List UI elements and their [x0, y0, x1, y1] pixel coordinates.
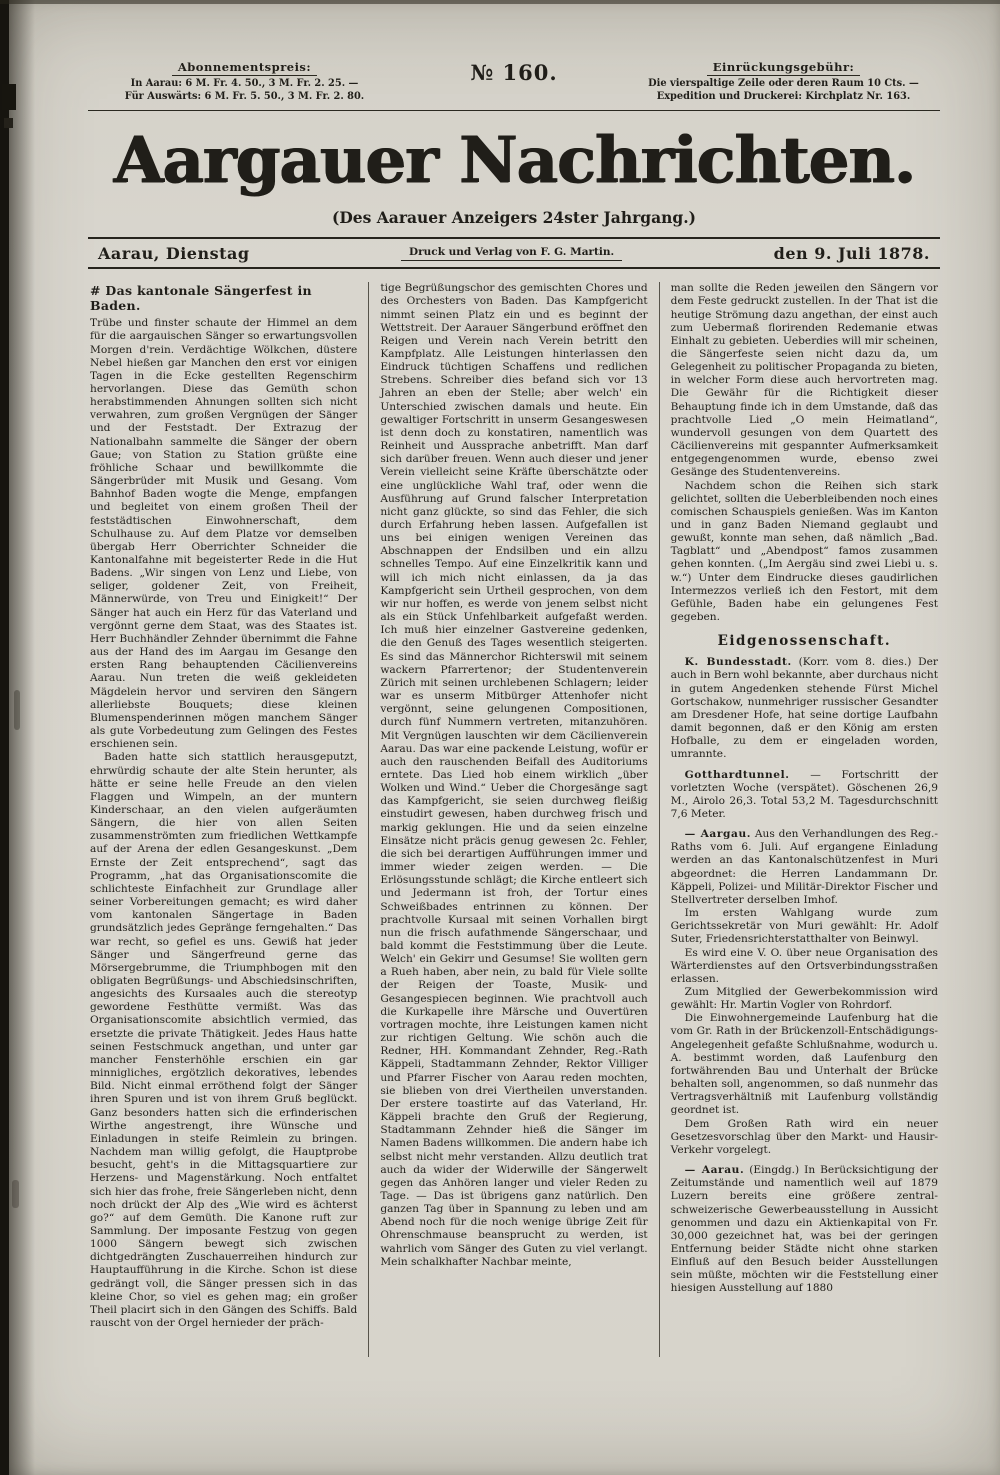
insertion-fee-line: Die vierspaltige Zeile oder deren Raum 10 Cts. — [648, 78, 919, 89]
paragraph [671, 656, 938, 761]
paragraph: Baden hatte sich stattlich herausgeputzt, ehrwürdig schaute der alte Stein herunter, als hätte er seine helle Freude an den vielen Flaggen und Wimpeln, an der muntern Kinderschaar, an den vielen aufgeräumten Sängern, die hier von allen Seiten zusammenströmten zum friedlichen Wettkampfe auf der Arena der edlen Gesangeskunst. „Dem Ernste der Zeit entsprechend“, sagt das Programm, „hat das Organisationscomite die schlichteste Einfachheit zur Grundlage aller seiner Vorbereitungen gemacht; es wird daher vom kantonalen Sängertage in Baden grundsätzlich jedes Gepränge ferngehalten.“ Das war recht, so gefiel es uns. Gewiß hat jeder Sänger und Sängerfreund gerne das Mörsergebrumme, die Triumphbogen mit den obligaten Begrüßungs- und Abschiedsinschriften, angesichts des Kursaales auch die stereotyp gewordene Festhütte vermißt. Was das Organisationscomite absichtlich vermied, das ersetzte die private Thätigkeit. Jedes Haus hatte seinen Festschmuck angethan, und unter gar mancher Fensterhöhle erschien ein gar minnigliches, ergötzlich dekoratives, lebendes Bild. Nicht einmal erröthend folgt der Sänger ihren Spuren und ist von ihrem Gruß beglückt. Ganz besonders hatten sich die erfinderischen Wirthe angestrengt, ihre Wünsche und Einladungen in steife Reimlein zu bringen. Nachdem man willig gefolgt, die Hauptprobe besucht, geht's in die Mittagsquartiere zur Herzens- und Magenstärkung. Noch entfaltet sich hier das frohe, freie Sängerleben nicht, denn noch drückt der Alp des „Wie wird es ächterst go?“ auf dem Gemüth. Die Kanone ruft zur Sammlung. Der imposante Festzug von gegen 1000 Sängern bewegt sich zwischen dichtgedrängten Zuschauerreihen hindurch zur Hauptaufführung in die Kirche. Schon ist diese gedrängt voll, die Sänger pressen sich in das kleine Chor, so viel es gehen mag; ein großer Theil placirt sich in den Gängen des Schiffs. Bald rauscht von der Orgel hernieder der präch- [90, 751, 358, 1330]
scan-smudge [14, 690, 20, 730]
paragraph-text: Aus den Verhandlungen des Reg.-Raths vom 6. Juli. Auf ergangene Einladung werden an das Kantonalschützenfest in Muri abgeordnet: die Herren Landammann Dr. Käppeli, Polizei- und Militär-Direktor Fischer und Stellvertreter derselben Imhof. [670, 828, 938, 906]
paragraph [671, 1164, 938, 1296]
insertion-fee-title: Einrückungsgebühr: [707, 60, 861, 76]
text-column-3 [659, 282, 940, 1357]
paragraph: Es wird eine V. O. über neue Organisation des Wärterdienstes auf den Ortsverbindungsstraßen erlassen. [670, 946, 938, 985]
section-heading-eidgenossenschaft: Eidgenossenschaft. [717, 633, 892, 650]
paragraph: Trübe und finster schaute der Himmel an dem für die aargauischen Sänger so erwartungsvollen Morgen d'rein. Verdächtige Wölkchen, düstere Nebel hießen gar Manchen den erst vor einigen Tagen in die Ecke gestellten Regenschirm hervorlangen. Diese das Gemüth schon herabstimmenden Ahnungen sollten sich nicht verwahren, zum großen Vergnügen der Sänger und der Feststadt. Der Extrazug der Nationalbahn sammelte die Sänger der obern Gaue; von Station zu Station grüßte eine fröhliche Schaar und bewillkommte die Sängerbrüder mit Musik und Gesang. Vom Bahnhof Baden wogte die Menge, empfangen und begleitet von einem großen Theil der feststädtischen Einwohnerschaft, dem Schulhause zu. Auf dem Platze vor demselben übergab Herr Oberrichter Schneider die Kantonalfahne mit begeisterter Rede in die Hut Badens. „Wir singen von Lenz und Liebe, von seliger, goldener Zeit, von Freiheit, Männerwürde, von Treu und Einigkeit!“ Der Sänger hat auch ein Herz für das Vaterland und vergönnt gerne dem Staat, was des Staates ist. Herr Buchhändler Zehnder übernimmt die Fahne aus der Hand des im Aargau im Gesange den ersten Rang behauptenden Cäcilienvereins Aarau. Nun treten die weiß gekleideten Mägdelein hervor und serviren den Sängern allerliebste Bouquets; diese kleinen Blumenspenderinnen mögen manchem Sänger als gute Vorbedeutung zum Gelingen des Festes erschienen sein. [90, 317, 358, 751]
paragraph: Die Einwohnergemeinde Laufenburg hat die vom Gr. Rath in der Brückenzoll-Entschädigungs-Angelegenheit gefaßte Schlußnahme, wodurch u. A. bestimmt worden, daß Laufenburg den fortwährenden Bau und Unterhalt der Brücke behalten soll, angenommen, so daß nunmehr das Vertragsverhältniß mit Laufenburg vollständig geordnet ist. [670, 1012, 938, 1117]
paragraph-lead: K. Bundesstadt. [684, 656, 792, 669]
issue-number: № 160. [470, 60, 558, 85]
paragraph: Nachdem schon die Reihen sich stark gelichtet, sollten die Ueberbleibenden noch eines comischen Schauspiels genießen. Was im Kanton und in ganz Baden Niemand geglaubt und gewußt, konnte man sehen, daß nämlich „Bad. Tagblatt“ und „Abendpost“ famos zusammen gehen konnten. („Im Aergäu sind zwei Liebi u. s. w.“) Unter dem Eindrucke dieses gaudirlichen Intermezzos verließ ich den Festort, mit dem Gefühle, Baden habe ein gelungenes Fest gegeben. [670, 479, 938, 624]
paragraph: Zum Mitglied der Gewerbekommission wird gewählt: Hr. Martin Vogler von Rohrdorf. [670, 986, 938, 1012]
newspaper-title: Aargauer Nachrichten. [113, 123, 915, 198]
paragraph-text: (Korr. vom 8. dies.) Der auch in Bern wohl bekannte, aber durchaus nicht in gutem Angedenken stehende Fürst Michel Gortschakow, nunmehriger russischer Gesandter am Dresdener Hofe, hat seine dortige Laufbahn damit begonnen, daß er den König am ersten Hofballe, zu dem er eingeladen worden, umrannte. [670, 656, 938, 761]
text-column-1 [88, 282, 368, 1357]
paragraph: man sollte die Reden jeweilen den Sängern vor dem Feste gedruckt zustellen. In der That ist die heutige Strömung dazu angethan, der einst auch zum Uebermaß florirenden Redemanie etwas Einhalt zu gebieten. Ueberdies will mir scheinen, die Sängerfeste seien nicht dazu da, um Gelegenheit zu politischer Propaganda zu bieten, in welcher Form diese auch hervortreten mag. Die Gewähr für die Richtigkeit dieser Behauptung finde ich in dem Umstande, daß das prachtvolle Lied „O mein Heimatland“, wundervoll gesungen von dem Quartett des Cäcilienvereins mit gespannter Aufmerksamkeit entgegengenommen wurde, ebenso zwei Gesänge des Studentenvereins. [670, 282, 938, 479]
subscription-price-block [92, 56, 397, 103]
insertion-fee-block [631, 56, 936, 103]
dateline-date: den 9. Juli 1878. [773, 244, 930, 264]
article-columns [88, 282, 940, 1357]
paragraph-lead: — Aargau. [684, 828, 752, 841]
subscription-price-title: Abonnementspreis: [172, 60, 317, 76]
dateline-city: Aarau, Dienstag [98, 244, 250, 264]
article-heading: # Das kantonale Sängerfest in Baden. [90, 283, 312, 314]
scan-smudge [12, 1180, 19, 1208]
scan-spine-shadow [0, 0, 9, 1475]
paragraph: Dem Großen Rath wird ein neuer Gesetzesvorschlag über den Markt- und Hausir-Verkehr vorgelegt. [670, 1117, 938, 1156]
paragraph: Im ersten Wahlgang wurde zum Gerichtssekretär von Muri gewählt: Hr. Adolf Suter, Friedensrichterstatthalter von Beinwyl. [670, 907, 938, 946]
newspaper-subtitle: (Des Aarauer Anzeigers 24ster Jahrgang.) [332, 208, 696, 228]
scan-corner-mark [4, 118, 13, 128]
paragraph-lead: Gotthardtunnel. [684, 768, 790, 781]
paragraph-text: — Fortschritt der vorletzten Woche (verspätet). Göschenen 26,9 M., Airolo 26,3. Total 53,2 M. Tagesdurchschnitt 7,6 Meter. [670, 768, 938, 820]
dateline-row [88, 239, 940, 267]
paragraph-text: (Eingdg.) In Berücksichtigung der Zeitumstände und namentlich weil auf 1879 Luzern bereits eine größere zentral-schweizerische Gewerbeausstellung in Aussicht genommen und dazu ein Aktienkapital von Fr. 30,000 gezeichnet hat, was bei der geringen Entfernung beider Städte nicht ohne starken Einfluß auf den Besuch beider Ausstellungen sein müßte, möchten wir die Feststellung einer hiesigen Ausstellung auf 1880 [670, 1164, 938, 1295]
subscription-price-line: In Aarau: 6 M. Fr. 4. 50., 3 M. Fr. 2. 25. — [130, 78, 359, 89]
paragraph: tige Begrüßungschor des gemischten Chores und des Orchesters von Baden. Das Kampfgericht nimmt seinen Platz ein und es beginnt der Wettstreit. Der Aarauer Sängerbund eröffnet den Reigen und Verein nach Verein betritt den Kampfplatz. Alle Leistungen hinterlassen den Eindruck tüchtigen Schaffens und redlichen Strebens. Schreiber dies befand sich vor 13 Jahren an eben der Stelle; aber welch' ein Unterschied zwischen damals und heute. Ein gewaltiger Fortschritt in unserm Gesangeswesen ist denn doch zu konstatiren, namentlich was Reinheit und Aussprache anbetrifft. Man darf sich darüber freuen. Wenn auch dieser und jener Verein vielleicht seine Kräfte überschätzte oder eine unglückliche Wahl traf, oder wenn die Ausführung auf Grund falscher Interpretation nicht ganz glückte, so sind das Fehler, die sich durch Erfahrung heben lassen. Aufgefallen ist uns bei einigen wenigen Vereinen das Abschnappen der Endsilben und ein allzu schnelles Tempo. Auf eine Einzelkritik kann und will ich mich nicht einlassen, da ja das Kampfgericht sein Urtheil gesprochen, von dem wir nur hoffen, es werde von jenem selbst nicht als ein Stück Unfehlbarkeit aufgefaßt werden. Ich muß hier einzelner Gastvereine gedenken, die den Genuß des Tages wesentlich steigerten. Es sind das Männerchor Richterswil mit seinem wackern Pfarrertenor; der Studentenverein Zürich mit seinen urchlebenen Schlagern; leider war es unserm Mitbürger Attenhofer nicht vergönnt, seine gelungenen Compositionen, durch fünf Nummern vertreten, mitanzuhören. Mit Vergnügen lauschten wir dem Cäcilienverein Aarau. Das war eine packende Leistung, wofür er auch den rauschenden Beifall des Auditoriums erntete. Das Lied hob einem wirklich „über Wolken und Wind.“ Ueber die Chorgesänge sagt das Kampfgericht, sie seien durchweg fleißig einstudirt gewesen, haben durchweg frisch und markig geklungen. Hie und da seien einzelne Einsätze nicht präcis genug gewesen 2c. Fehler, die sich bei derartigen Aufführungen immer und immer wieder zeigen werden. — Die Erlösungsstunde schlägt; die Kirche entleert sich und Jedermann ist froh, der Tortur eines Schweißbades entrinnen zu können. Der prachtvolle Kursaal mit seinen Vorhallen birgt nun die frisch aufathmende Sängerschaar, und bald kommt die Feststimmung über die Leute. Welch' ein Gekirr und Gesumse! Sie wollten gern a Rueh haben, aber nein, zu bald für Viele sollte der Reigen der Toaste, Musik- und Gesangespiecen beginnen. Wie prachtvoll auch die Kurkapelle ihre Märsche und Ouvertüren vortragen mochte, ihre Leistungen kamen nicht zur richtigen Geltung. Wie schön auch die Redner, HH. Kommandant Zehnder, Reg.-Rath Käppeli, Stadtammann Zehnder, Rektor Villiger und Pfarrer Fischer von Aarau reden mochten, sie blieben von drei Viertheilen unverstanden. Der erstere toastirte auf das Vaterland, Hr. Käppeli brachte den Gruß der Regierung, Stadtammann Zehnder hieß die Sänger im Namen Badens willkommen. Die andern habe ich selbst nicht mehr verstanden. Allzu deutlich trat auch da wider der Widerwille der Sängerwelt gegen das Anhören langer und vieler Reden zu Tage. — Das ist übrigens ganz natürlich. Den ganzen Tag über in Spannung zu leben und am Abend noch für die noch wenige übrige Zeit für Ohrenschmause beansprucht zu werden, ist wahrlich vom Sänger des Guten zu viel verlangt. Mein schalkhafter Nachbar meinte, [380, 282, 648, 1268]
imprint-line: Druck und Verlag von F. G. Martin. [401, 246, 622, 261]
scan-spine-fade [9, 0, 35, 1475]
horizontal-rule [88, 267, 940, 269]
text-column-2 [368, 282, 658, 1357]
scan-top-edge [0, 0, 1000, 4]
masthead-info-row [88, 56, 940, 111]
paragraph [671, 769, 938, 822]
scan-corner-mark [2, 84, 16, 110]
insertion-fee-line: Expedition und Druckerei: Kirchplatz Nr. 163. [656, 90, 911, 102]
paragraph-lead: — Aarau. [684, 1164, 745, 1177]
subscription-price-line: Für Auswärts: 6 M. Fr. 5. 50., 3 M. Fr. 2. 80. [124, 90, 365, 102]
paragraph [671, 828, 938, 907]
page-content [88, 56, 940, 1357]
